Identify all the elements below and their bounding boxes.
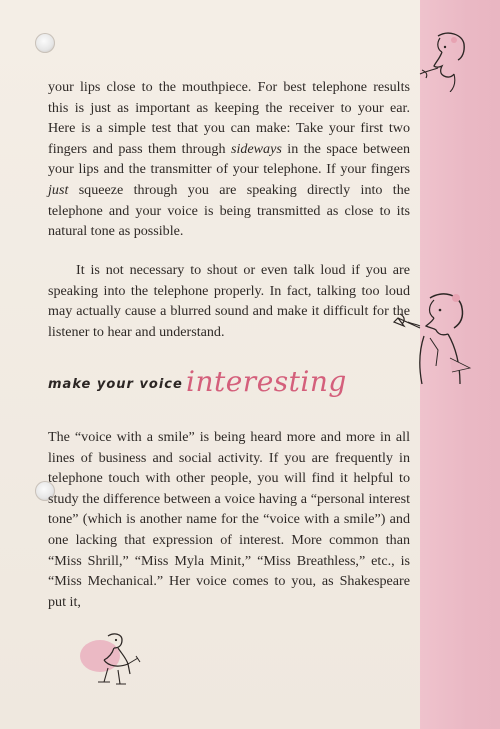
paragraph-1-part-1: your lips close to the mouthpiece. For best telephone results this is just as important as keeping the receiver to your ear. Here is a simple test that you can make: Take your first two fingers and pass them through [48,79,410,157]
woman-face-profile-icon [418,30,470,92]
punch-hole-top [35,33,55,53]
woman-seated-icon [78,628,146,688]
paragraph-1 [48,77,410,242]
heading-bold-text: make your voice [48,377,183,392]
section-heading [48,365,348,413]
paragraph-2: It is not necessary to shout or even talk loud if you are speaking into the telephone properly. In fact, talking too loud may actually cause a blurred sound and make it difficult for the listener to hear and understand. [48,262,410,340]
emphasis-just: just [48,181,69,198]
heading-script-text: interesting [186,365,347,398]
paragraph-1-part-2: in the space between your lips and the transmitter of your telephone. If your fingers [48,140,411,178]
paragraph-1-part-3: squeeze through you are speaking directly into the telephone and your voice is being transmitted as close to its natural tone as possible. [48,181,410,240]
emphasis-sideways: sideways [230,140,282,157]
paragraph-3: The “voice with a smile” is being heard more and more in all lines of business and social activity. If you are frequently in telephone touch with other people, you will find it helpful to study the difference between a voice having a “personal interest tone” (which is another name for the “voice with a smile”) and one lacking that expression of interest. More common than “Miss Shrill,” “Miss Myla Minit,” “Miss Breathless,” etc., is “Miss Mechanical.” Her voice comes to you, as Shakespeare put it, [48,429,410,610]
